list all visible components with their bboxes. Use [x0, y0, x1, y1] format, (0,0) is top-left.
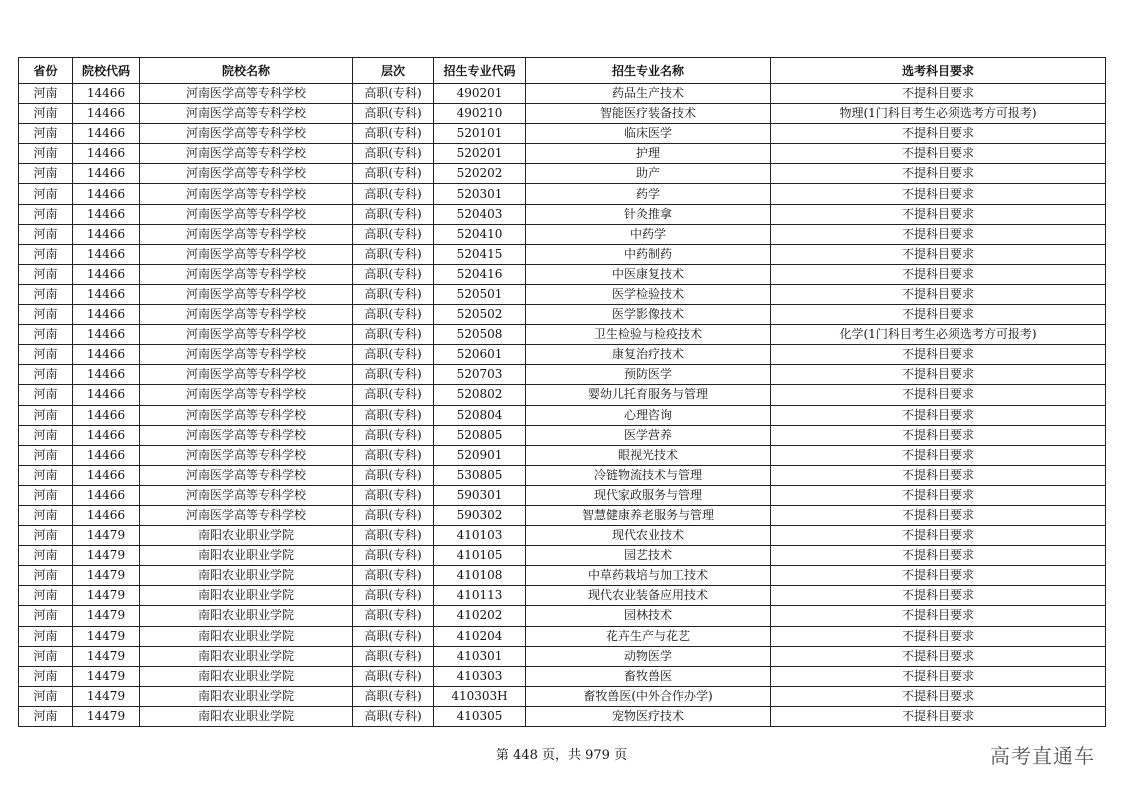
cell-province: 河南: [19, 365, 73, 385]
cell-level: 高职(专科): [353, 305, 434, 325]
cell-major-code: 520201: [434, 144, 526, 164]
header-school-code: 院校代码: [73, 58, 140, 84]
cell-province: 河南: [19, 606, 73, 626]
cell-school-name: 河南医学高等专科学校: [140, 345, 353, 365]
cell-school-code: 14479: [73, 526, 140, 546]
cell-province: 河南: [19, 144, 73, 164]
cell-school-name: 南阳农业职业学院: [140, 686, 353, 706]
cell-level: 高职(专科): [353, 566, 434, 586]
table-header-row: [19, 58, 1106, 84]
cell-major-code: 410303H: [434, 686, 526, 706]
cell-subject-requirement: 不提科目要求: [771, 264, 1106, 284]
cell-major-code: 520901: [434, 445, 526, 465]
cell-major-name: 针灸推拿: [526, 204, 771, 224]
cell-school-name: 河南医学高等专科学校: [140, 385, 353, 405]
cell-major-name: 临床医学: [526, 124, 771, 144]
cell-level: 高职(专科): [353, 345, 434, 365]
cell-major-code: 520101: [434, 124, 526, 144]
cell-major-code: 520601: [434, 345, 526, 365]
cell-school-code: 14479: [73, 586, 140, 606]
cell-subject-requirement: 不提科目要求: [771, 626, 1106, 646]
header-subject-requirement: 选考科目要求: [771, 58, 1106, 84]
cell-school-name: 河南医学高等专科学校: [140, 224, 353, 244]
cell-major-name: 现代农业装备应用技术: [526, 586, 771, 606]
cell-major-code: 520202: [434, 164, 526, 184]
cell-school-code: 14466: [73, 405, 140, 425]
cell-major-name: 冷链物流技术与管理: [526, 465, 771, 485]
table-row: [19, 546, 1106, 566]
cell-province: 河南: [19, 706, 73, 726]
cell-level: 高职(专科): [353, 465, 434, 485]
cell-province: 河南: [19, 425, 73, 445]
cell-major-name: 现代农业技术: [526, 526, 771, 546]
cell-school-code: 14479: [73, 646, 140, 666]
cell-subject-requirement: 不提科目要求: [771, 526, 1106, 546]
cell-school-code: 14466: [73, 425, 140, 445]
cell-province: 河南: [19, 485, 73, 505]
table-body: [19, 84, 1106, 727]
cell-level: 高职(专科): [353, 204, 434, 224]
cell-school-code: 14466: [73, 224, 140, 244]
cell-school-name: 南阳农业职业学院: [140, 566, 353, 586]
cell-school-name: 河南医学高等专科学校: [140, 84, 353, 104]
cell-major-name: 中药学: [526, 224, 771, 244]
cell-subject-requirement: 不提科目要求: [771, 646, 1106, 666]
cell-school-code: 14479: [73, 686, 140, 706]
cell-level: 高职(专科): [353, 144, 434, 164]
cell-major-name: 婴幼儿托育服务与管理: [526, 385, 771, 405]
cell-level: 高职(专科): [353, 184, 434, 204]
cell-school-code: 14479: [73, 546, 140, 566]
cell-school-name: 河南医学高等专科学校: [140, 405, 353, 425]
cell-level: 高职(专科): [353, 606, 434, 626]
table-row: [19, 586, 1106, 606]
cell-level: 高职(专科): [353, 164, 434, 184]
cell-subject-requirement: 不提科目要求: [771, 345, 1106, 365]
header-major-name: 招生专业名称: [526, 58, 771, 84]
cell-subject-requirement: 物理(1门科目考生必须选考方可报考): [771, 104, 1106, 124]
cell-province: 河南: [19, 104, 73, 124]
cell-subject-requirement: 不提科目要求: [771, 84, 1106, 104]
cell-major-name: 动物医学: [526, 646, 771, 666]
cell-school-code: 14479: [73, 626, 140, 646]
table-row: [19, 204, 1106, 224]
header-major-code: 招生专业代码: [434, 58, 526, 84]
cell-major-name: 药品生产技术: [526, 84, 771, 104]
cell-province: 河南: [19, 586, 73, 606]
cell-major-code: 520403: [434, 204, 526, 224]
cell-school-name: 河南医学高等专科学校: [140, 184, 353, 204]
cell-major-name: 现代家政服务与管理: [526, 485, 771, 505]
cell-major-name: 助产: [526, 164, 771, 184]
cell-level: 高职(专科): [353, 526, 434, 546]
cell-province: 河南: [19, 385, 73, 405]
cell-school-name: 河南医学高等专科学校: [140, 305, 353, 325]
cell-school-code: 14466: [73, 104, 140, 124]
cell-level: 高职(专科): [353, 546, 434, 566]
cell-subject-requirement: 不提科目要求: [771, 385, 1106, 405]
cell-school-name: 河南医学高等专科学校: [140, 445, 353, 465]
cell-school-name: 河南医学高等专科学校: [140, 505, 353, 525]
cell-school-code: 14466: [73, 385, 140, 405]
cell-major-code: 590301: [434, 485, 526, 505]
cell-province: 河南: [19, 305, 73, 325]
cell-school-name: 南阳农业职业学院: [140, 546, 353, 566]
watermark-logo-text: 高考直通车: [990, 744, 1095, 768]
cell-major-name: 中草药栽培与加工技术: [526, 566, 771, 586]
cell-major-code: 520410: [434, 224, 526, 244]
cell-province: 河南: [19, 546, 73, 566]
cell-major-name: 智慧健康养老服务与管理: [526, 505, 771, 525]
cell-major-name: 智能医疗装备技术: [526, 104, 771, 124]
table-row: [19, 526, 1106, 546]
cell-level: 高职(专科): [353, 325, 434, 345]
cell-school-code: 14466: [73, 505, 140, 525]
cell-subject-requirement: 不提科目要求: [771, 144, 1106, 164]
cell-level: 高职(专科): [353, 485, 434, 505]
cell-school-code: 14466: [73, 465, 140, 485]
cell-school-code: 14466: [73, 305, 140, 325]
table-row: [19, 485, 1106, 505]
cell-province: 河南: [19, 84, 73, 104]
cell-major-code: 520501: [434, 284, 526, 304]
cell-province: 河南: [19, 566, 73, 586]
cell-subject-requirement: 不提科目要求: [771, 164, 1106, 184]
cell-subject-requirement: 不提科目要求: [771, 184, 1106, 204]
cell-subject-requirement: 不提科目要求: [771, 445, 1106, 465]
table-row: [19, 365, 1106, 385]
cell-school-code: 14466: [73, 124, 140, 144]
cell-province: 河南: [19, 646, 73, 666]
cell-province: 河南: [19, 224, 73, 244]
cell-major-code: 490201: [434, 84, 526, 104]
table-row: [19, 345, 1106, 365]
table-row: [19, 606, 1106, 626]
cell-major-code: 490210: [434, 104, 526, 124]
cell-province: 河南: [19, 284, 73, 304]
cell-level: 高职(专科): [353, 425, 434, 445]
cell-level: 高职(专科): [353, 666, 434, 686]
cell-major-name: 卫生检验与检疫技术: [526, 325, 771, 345]
cell-major-name: 畜牧兽医: [526, 666, 771, 686]
cell-major-name: 医学检验技术: [526, 284, 771, 304]
cell-province: 河南: [19, 526, 73, 546]
cell-major-code: 410301: [434, 646, 526, 666]
cell-school-name: 河南医学高等专科学校: [140, 164, 353, 184]
cell-school-name: 南阳农业职业学院: [140, 526, 353, 546]
cell-province: 河南: [19, 345, 73, 365]
table-row: [19, 646, 1106, 666]
cell-subject-requirement: 不提科目要求: [771, 204, 1106, 224]
cell-major-code: 590302: [434, 505, 526, 525]
admissions-table: [18, 57, 1106, 727]
cell-subject-requirement: 不提科目要求: [771, 425, 1106, 445]
table-row: [19, 505, 1106, 525]
cell-major-code: 410108: [434, 566, 526, 586]
cell-school-name: 河南医学高等专科学校: [140, 104, 353, 124]
cell-school-code: 14466: [73, 365, 140, 385]
cell-subject-requirement: 化学(1门科目考生必须选考方可报考): [771, 325, 1106, 345]
cell-school-name: 河南医学高等专科学校: [140, 284, 353, 304]
table-row: [19, 445, 1106, 465]
cell-province: 河南: [19, 124, 73, 144]
table-row: [19, 264, 1106, 284]
cell-level: 高职(专科): [353, 686, 434, 706]
cell-school-name: 河南医学高等专科学校: [140, 124, 353, 144]
table-row: [19, 164, 1106, 184]
cell-school-name: 河南医学高等专科学校: [140, 425, 353, 445]
cell-major-name: 中药制药: [526, 244, 771, 264]
table-row: [19, 104, 1106, 124]
cell-major-code: 520502: [434, 305, 526, 325]
table-row: [19, 706, 1106, 726]
table-row: [19, 284, 1106, 304]
cell-subject-requirement: 不提科目要求: [771, 505, 1106, 525]
cell-school-code: 14466: [73, 144, 140, 164]
cell-school-code: 14466: [73, 445, 140, 465]
cell-major-code: 410202: [434, 606, 526, 626]
cell-major-name: 康复治疗技术: [526, 345, 771, 365]
cell-level: 高职(专科): [353, 264, 434, 284]
cell-level: 高职(专科): [353, 224, 434, 244]
cell-province: 河南: [19, 264, 73, 284]
cell-province: 河南: [19, 445, 73, 465]
table-row: [19, 224, 1106, 244]
cell-major-name: 园艺技术: [526, 546, 771, 566]
cell-major-name: 医学影像技术: [526, 305, 771, 325]
cell-subject-requirement: 不提科目要求: [771, 546, 1106, 566]
cell-subject-requirement: 不提科目要求: [771, 485, 1106, 505]
cell-province: 河南: [19, 184, 73, 204]
cell-major-code: 530805: [434, 465, 526, 485]
cell-school-code: 14479: [73, 566, 140, 586]
cell-major-name: 预防医学: [526, 365, 771, 385]
cell-subject-requirement: 不提科目要求: [771, 405, 1106, 425]
cell-school-name: 南阳农业职业学院: [140, 586, 353, 606]
cell-school-name: 河南医学高等专科学校: [140, 465, 353, 485]
cell-major-name: 畜牧兽医(中外合作办学): [526, 686, 771, 706]
table-row: [19, 124, 1106, 144]
cell-level: 高职(专科): [353, 104, 434, 124]
table-row: [19, 244, 1106, 264]
cell-subject-requirement: 不提科目要求: [771, 224, 1106, 244]
cell-province: 河南: [19, 505, 73, 525]
cell-major-code: 520416: [434, 264, 526, 284]
cell-subject-requirement: 不提科目要求: [771, 465, 1106, 485]
table-row: [19, 405, 1106, 425]
table-row: [19, 566, 1106, 586]
cell-school-code: 14466: [73, 244, 140, 264]
cell-level: 高职(专科): [353, 646, 434, 666]
cell-province: 河南: [19, 204, 73, 224]
table-row: [19, 144, 1106, 164]
cell-school-code: 14466: [73, 204, 140, 224]
cell-province: 河南: [19, 626, 73, 646]
cell-subject-requirement: 不提科目要求: [771, 244, 1106, 264]
cell-school-name: 河南医学高等专科学校: [140, 365, 353, 385]
cell-subject-requirement: 不提科目要求: [771, 365, 1106, 385]
cell-province: 河南: [19, 666, 73, 686]
cell-major-code: 520802: [434, 385, 526, 405]
cell-major-code: 410204: [434, 626, 526, 646]
cell-major-code: 520508: [434, 325, 526, 345]
table-row: [19, 425, 1106, 445]
cell-level: 高职(专科): [353, 365, 434, 385]
table-row: [19, 325, 1106, 345]
cell-level: 高职(专科): [353, 385, 434, 405]
cell-school-code: 14466: [73, 84, 140, 104]
cell-school-name: 河南医学高等专科学校: [140, 204, 353, 224]
cell-school-code: 14466: [73, 325, 140, 345]
cell-level: 高职(专科): [353, 445, 434, 465]
cell-major-name: 心理咨询: [526, 405, 771, 425]
cell-school-name: 南阳农业职业学院: [140, 606, 353, 626]
cell-level: 高职(专科): [353, 505, 434, 525]
cell-major-name: 花卉生产与花艺: [526, 626, 771, 646]
cell-subject-requirement: 不提科目要求: [771, 305, 1106, 325]
cell-school-code: 14466: [73, 345, 140, 365]
cell-major-code: 410103: [434, 526, 526, 546]
page-number: 第 448 页，共 979 页: [495, 748, 628, 763]
cell-school-name: 南阳农业职业学院: [140, 666, 353, 686]
cell-level: 高职(专科): [353, 244, 434, 264]
cell-major-name: 眼视光技术: [526, 445, 771, 465]
table-row: [19, 626, 1106, 646]
cell-school-name: 河南医学高等专科学校: [140, 485, 353, 505]
cell-major-code: 520301: [434, 184, 526, 204]
table-row: [19, 666, 1106, 686]
cell-province: 河南: [19, 405, 73, 425]
cell-level: 高职(专科): [353, 84, 434, 104]
table-row: [19, 385, 1106, 405]
cell-province: 河南: [19, 465, 73, 485]
header-school-name: 院校名称: [140, 58, 353, 84]
cell-major-code: 410113: [434, 586, 526, 606]
table-row: [19, 686, 1106, 706]
cell-province: 河南: [19, 686, 73, 706]
table-row: [19, 184, 1106, 204]
table-row: [19, 465, 1106, 485]
cell-major-name: 药学: [526, 184, 771, 204]
cell-major-name: 护理: [526, 144, 771, 164]
cell-school-code: 14466: [73, 164, 140, 184]
cell-school-code: 14466: [73, 485, 140, 505]
cell-major-code: 410305: [434, 706, 526, 726]
cell-subject-requirement: 不提科目要求: [771, 586, 1106, 606]
cell-subject-requirement: 不提科目要求: [771, 706, 1106, 726]
cell-subject-requirement: 不提科目要求: [771, 124, 1106, 144]
cell-school-name: 河南医学高等专科学校: [140, 264, 353, 284]
cell-major-name: 中医康复技术: [526, 264, 771, 284]
cell-major-name: 宠物医疗技术: [526, 706, 771, 726]
cell-level: 高职(专科): [353, 626, 434, 646]
cell-school-name: 河南医学高等专科学校: [140, 325, 353, 345]
cell-subject-requirement: 不提科目要求: [771, 686, 1106, 706]
cell-school-code: 14479: [73, 606, 140, 626]
cell-subject-requirement: 不提科目要求: [771, 284, 1106, 304]
cell-level: 高职(专科): [353, 124, 434, 144]
cell-school-code: 14466: [73, 184, 140, 204]
cell-major-code: 520804: [434, 405, 526, 425]
cell-school-code: 14466: [73, 284, 140, 304]
cell-subject-requirement: 不提科目要求: [771, 606, 1106, 626]
cell-major-code: 410105: [434, 546, 526, 566]
cell-level: 高职(专科): [353, 706, 434, 726]
header-province: 省份: [19, 58, 73, 84]
table-row: [19, 305, 1106, 325]
cell-school-name: 南阳农业职业学院: [140, 706, 353, 726]
cell-major-code: 520805: [434, 425, 526, 445]
cell-major-code: 520703: [434, 365, 526, 385]
cell-subject-requirement: 不提科目要求: [771, 666, 1106, 686]
cell-province: 河南: [19, 164, 73, 184]
table-row: [19, 84, 1106, 104]
cell-school-name: 河南医学高等专科学校: [140, 144, 353, 164]
cell-major-name: 医学营养: [526, 425, 771, 445]
cell-level: 高职(专科): [353, 284, 434, 304]
cell-level: 高职(专科): [353, 405, 434, 425]
header-level: 层次: [353, 58, 434, 84]
cell-level: 高职(专科): [353, 586, 434, 606]
cell-province: 河南: [19, 244, 73, 264]
cell-major-name: 园林技术: [526, 606, 771, 626]
cell-school-name: 河南医学高等专科学校: [140, 244, 353, 264]
cell-school-code: 14479: [73, 666, 140, 686]
cell-major-code: 520415: [434, 244, 526, 264]
cell-major-code: 410303: [434, 666, 526, 686]
cell-subject-requirement: 不提科目要求: [771, 566, 1106, 586]
cell-school-code: 14466: [73, 264, 140, 284]
cell-school-code: 14479: [73, 706, 140, 726]
cell-school-name: 南阳农业职业学院: [140, 626, 353, 646]
cell-province: 河南: [19, 325, 73, 345]
cell-school-name: 南阳农业职业学院: [140, 646, 353, 666]
